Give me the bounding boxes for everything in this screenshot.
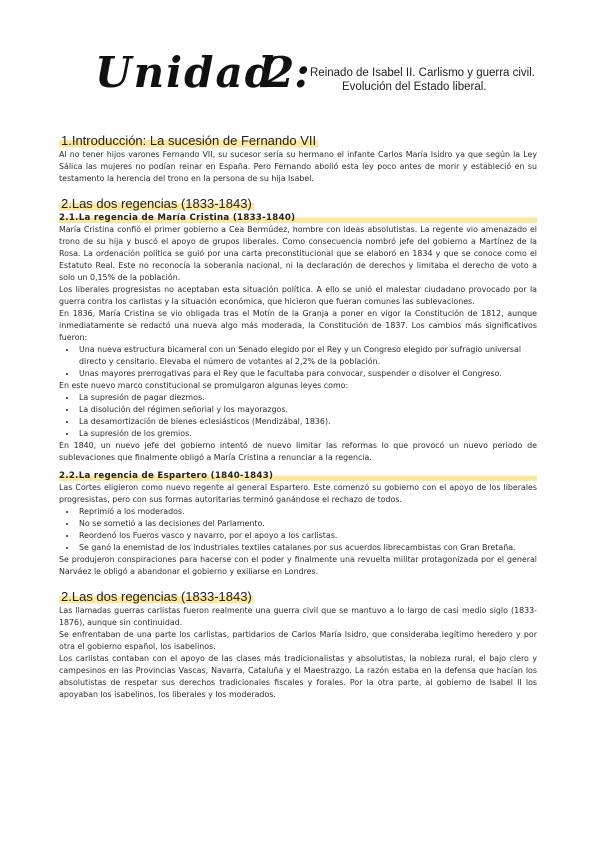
section-heading: 1.Introducción: La sucesión de Fernando VII bbox=[61, 133, 317, 148]
paragraph: Los liberales progresistas no aceptaban esta situación política. A ello se unió el malestar ciudadano provocado por la guerra contra los carlistas y la situación económica, que hicieron que fueran comunes las sublevaciones. bbox=[59, 285, 537, 306]
paragraph: En 1840, un nuevo jefe del gobierno intentó de nuevo limitar las reformas lo que provocó un nuevo periodo de sublevaciones que finalmente obligó a María Cristina a renunciar a la regencia. bbox=[59, 441, 537, 462]
paragraph: María Cristina confió el primer gobierno a Cea Bermúdez, hombre con ideas absolutistas. La regente vio amenazado el trono de su hija y buscó el apoyo de grupos liberales. Como consecuencia nombró jefe del gobierno a Martínez de la Rosa. La ordenación política se guió por una carta preconstitucional que se elaboró en 1834 y que se conoce como el Estatuto Real. Este no reconocía la soberanía nacional, ni la declaración de derechos y limitaba el derecho de voto a solo un 0,15% de la población. bbox=[59, 225, 537, 282]
list-item: • Reprimió a los moderados. bbox=[77, 506, 537, 518]
bullet-list bbox=[59, 506, 537, 554]
list-item: • No se sometió a las decisiones del Parlamento. bbox=[77, 518, 537, 530]
list-item: • La supresión de pagar diezmos. bbox=[77, 392, 537, 404]
section-regencias bbox=[59, 193, 537, 578]
paragraph: Al no tener hijos varones Fernando VII, su sucesor sería su hermano el infante Carlos María Isidro ya que según la Ley Sálica las mujeres no podían reinar en España. Pero Fernando abolió esta ley poco antes de morir y estableció en su testamento la herencia del trono en la persona de su hija Isabel. bbox=[59, 150, 537, 183]
section-introduccion bbox=[59, 130, 537, 185]
paragraph: Las Cortes eligieron como nuevo regente al general Espartero. Este comenzó su gobierno con el apoyo de los liberales progresistas, pero con sus formas autoritarias terminó ganándose el rechazo de todos. bbox=[59, 483, 537, 504]
section-guerras-carlistas bbox=[59, 586, 537, 701]
paragraph: En 1836, María Cristina se vio obligada tras el Motín de la Granja a poner en vigor la Constitución de 1812, aunque inmediatamente se redactó una nueva algo más moderada, la Constitución de 1837. Los cambios más significativos fueron: bbox=[59, 309, 537, 342]
list-item: • La disolución del régimen señorial y los mayorazgos. bbox=[77, 404, 537, 416]
section-heading: 2.Las dos regencias (1833-1843) bbox=[61, 589, 252, 604]
paragraph: En este nuevo marco constitucional se promulgaron algunas leyes como: bbox=[59, 381, 349, 390]
list-item: • Una nueva estructura bicameral con un Senado elegido por el Rey y un Congreso elegido por sufragio universal directo y censitario. Elevaba el número de votantes al 2,2% de la población. bbox=[77, 344, 537, 368]
paragraph: Se produjeron conspiraciones para hacerse con el poder y finalmente una revuelta militar protagonizada por el general Narváez le obligó a abandonar el gobierno y exiliarse en Londres. bbox=[59, 555, 537, 576]
subsection-heading: 2.1.La regencia de María Cristina (1833-1840) bbox=[59, 212, 537, 224]
list-item: • La supresión de los gremios. bbox=[77, 428, 537, 440]
unit-title: Unidad bbox=[95, 48, 277, 97]
bullet-list bbox=[59, 392, 537, 440]
paragraph: Las llamadas guerras carlistas fueron realmente una guerra civil que se mantuvo a lo largo de casi medio siglo (1833-1876), aunque sin continuidad. bbox=[59, 606, 537, 627]
subsection-heading: 2.2.La regencia de Espartero (1840-1843) bbox=[59, 470, 537, 482]
paragraph: Se enfrentaban de una parte los carlistas, partidarios de Carlos María Isidro, que consideraba legítimo heredero y por otra el gobierno español, los isabelinos. bbox=[59, 630, 537, 651]
list-item: • Se ganó la enemistad de los industriales textiles catalanes por sus acuerdos librecambistas con Gran Bretaña. bbox=[77, 542, 537, 554]
unit-subtitle bbox=[310, 66, 540, 94]
list-item: • La desamortización de bienes eclesiásticos (Mendizábal, 1836). bbox=[77, 416, 537, 428]
subtitle-line-2: Evolución del Estado liberal. bbox=[342, 81, 487, 93]
section-heading: 2.Las dos regencias (1833-1843) bbox=[61, 196, 252, 211]
list-item: • Reordenó los Fueros vasco y navarro, por el apoyo a los carlistas. bbox=[77, 530, 537, 542]
document-header bbox=[95, 48, 575, 108]
bullet-list bbox=[59, 344, 537, 380]
paragraph: Los carlistas contaban con el apoyo de las clases más tradicionalistas y absolutistas, la nobleza rural, el bajo clero y campesinos en las Provincias Vascas, Navarra, Cataluña y el Maestrazgo. La razón estaba en la defensa que hacían los absolutistas de respetar sus derechos tradicionales fiscales y forales. Por la otra parte, al gobierno de Isabel II los apoyaban los isabelinos, los liberales y los moderados. bbox=[59, 654, 537, 699]
unit-number: 2: bbox=[265, 48, 310, 97]
document-body bbox=[59, 130, 537, 701]
list-item: • Unas mayores prerrogativas para el Rey que le facultaba para convocar, suspender o disolver el Congreso. bbox=[77, 368, 537, 380]
subtitle-line-1: Reinado de Isabel II. Carlismo y guerra civil. bbox=[310, 67, 535, 79]
